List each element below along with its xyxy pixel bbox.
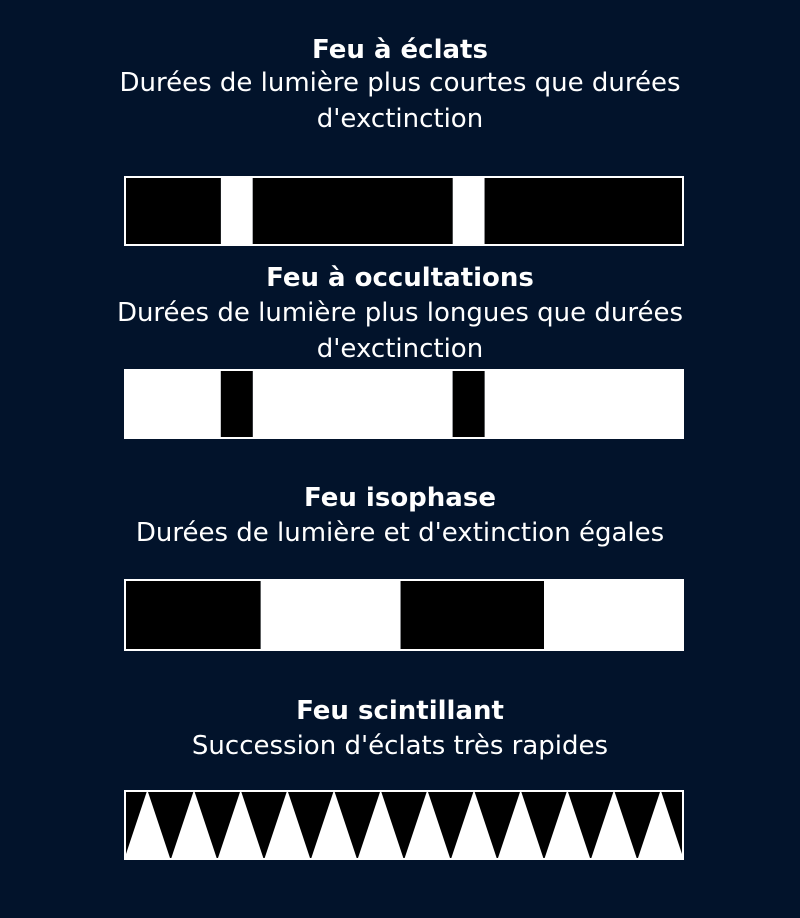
light-segment: [253, 369, 453, 439]
description-line: Durées de lumière et d'extinction égales: [135, 518, 665, 548]
description-line: d'exctinction: [316, 104, 484, 134]
pattern-bar-feu-a-eclats: [124, 176, 684, 246]
light-segment: [261, 579, 401, 651]
description-line: Durées de lumière plus courtes que durées: [119, 68, 681, 98]
section-description-feu-a-eclats: [0, 65, 800, 137]
section-description-feu-scintillant: [0, 728, 800, 764]
pattern-bar-feu-a-occultations: [124, 369, 684, 439]
light-segment: [544, 579, 684, 651]
description-line: Durées de lumière plus longues que durées: [116, 298, 684, 328]
light-segment: [124, 369, 221, 439]
section-title-feu-isophase: Feu isophase: [304, 483, 496, 513]
section-description-feu-a-occultations: [0, 295, 800, 367]
dark-segment: [124, 579, 261, 651]
light-segment: [221, 176, 253, 246]
section-title-feu-a-occultations: Feu à occultations: [266, 263, 534, 293]
light-segment: [453, 176, 485, 246]
dark-segment: [485, 176, 684, 246]
description-line: d'exctinction: [316, 334, 484, 364]
pattern-bar-feu-isophase: [124, 579, 684, 651]
dark-segment: [253, 176, 453, 246]
description-line: Succession d'éclats très rapides: [191, 731, 609, 761]
pattern-bar-feu-scintillant: [124, 790, 684, 860]
dark-segment: [453, 369, 485, 439]
section-title-feu-scintillant: Feu scintillant: [296, 696, 504, 726]
section-description-feu-isophase: [0, 515, 800, 551]
dark-segment: [401, 579, 544, 651]
light-segment: [485, 369, 684, 439]
dark-segment: [124, 176, 221, 246]
section-title-feu-a-eclats: Feu à éclats: [312, 35, 488, 65]
dark-segment: [221, 369, 253, 439]
